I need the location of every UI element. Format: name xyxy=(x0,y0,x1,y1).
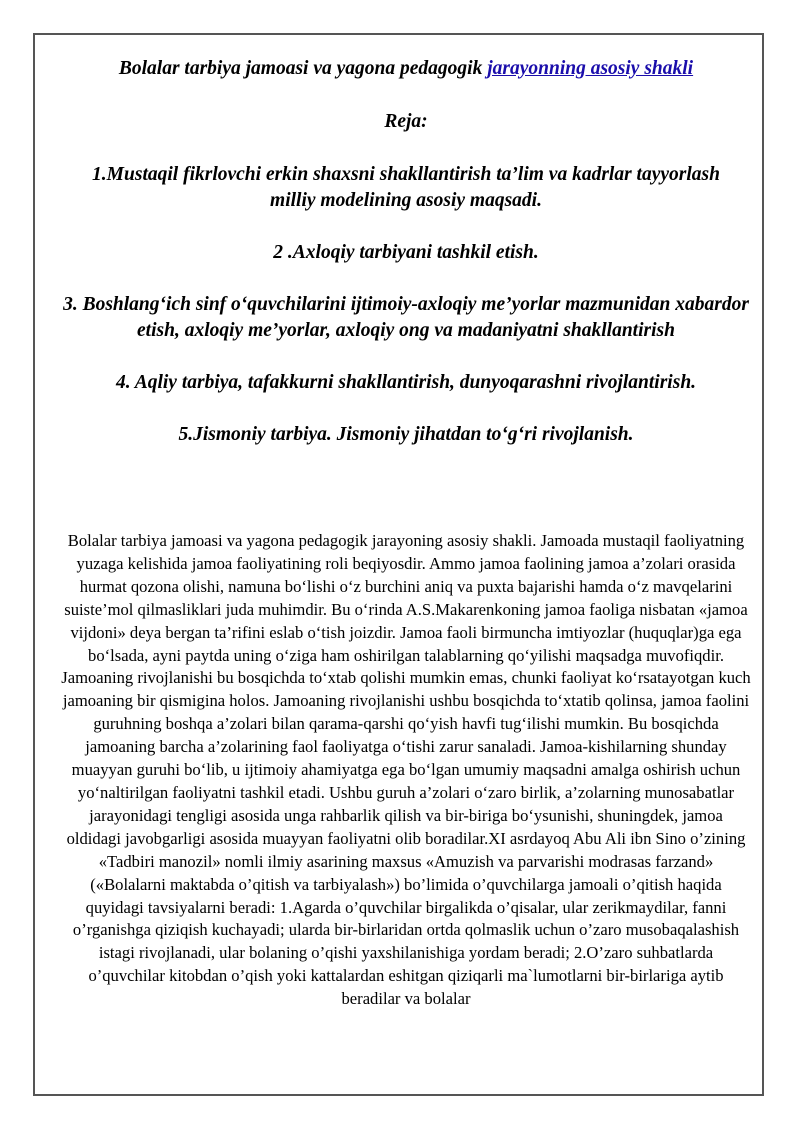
body-paragraph: Bolalar tarbiya jamoasi va yagona pedagogik jarayoning asosiy shakli. Jamoada mustaqil faoliyatning yuzaga kelishida jamoa faoliyatining roli beqiyosdir. Ammo jamoa faolining jamoa a’zolari orasida hurmat qozona olishi, namuna bo‘lishi o‘z burchini aniq va puxta bajarishi hamda o‘z mavqelarini suiste’mol qilmasliklari juda muhimdir. Bu o‘rinda A.S.Makarenkoning jamoa faoliga nisbatan «jamoa vijdoni» deya bergan ta’rifini eslab o‘tish joizdir. Jamoa faoli birmuncha imtiyozlar (huquqlar)ga ega bo‘lsada, ayni paytda uning o‘ziga ham oshirilgan talablarning qo‘yilishi maqsadga muvofiqdir. Jamoaning rivojlanishi bu bosqichda to‘xtab qolishi mumkin emas, chunki faoliyat ko‘rsatayotgan kuch jamoaning bir qismigina holos. Jamoaning rivojlanishi ushbu bosqichda to‘xtatib qolinsa, jamoa faolini guruhning boshqa a’zolari bilan qarama-qarshi qo‘yish havfi tug‘ilishi mumkin. Bu bosqichda jamoaning barcha a’zolarining faol faoliyatga o‘tishi zarur sanaladi. Jamoa-kishilarning shunday muayyan guruhi bo‘lib, u ijtimoiy ahamiyatga ega bo‘lgan umumiy maqsadni amalga oshirish uchun yo‘naltirilgan faoliyatni tashkil etadi. Ushbu guruh a’zolari o‘zaro birlik, a’zolarning munosabatlar jarayonidagi tengligi asosida unga rahbarlik qilish va bir-biriga bo‘ysunishi, shuningdek, jamoa oldidagi javobgarligi asosida muayyan faoliyatni olib boradilar.XI asrdayoq Abu Ali ibn Sino o’zining «Tadbiri manozil» nomli ilmiy asarining maxsus «Amuzish va parvarishi modrasas farzand» («Bolalarni maktabda o’qitish va tarbiyalash») bo’limida o’quvchilarga jamoali o’qitish haqida quyidagi tavsiyalarni beradi: 1.Agarda o’quvchilar birgalikda o’qisalar, ular zerikmaydilar, fanni o’rganishga qiziqish kuchayadi; ularda bir-birlaridan ortda qolmaslik uchun o’zaro musobaqalashish istagi rivojlanadi, ular bolaning o’qishi yaxshilanishiga yordam beradi; 2.O’zaro suhbatlarda o’quvchilar kitobdan o’qish yoki kattalardan eshitgan qiziqarli ma`lumotlarni bir-birlariga aytib beradilar va bolalar xyxy=(61,531,751,1009)
plan-item: 2 .Axloqiy tarbiyani tashkil etish. xyxy=(273,242,539,263)
plan-item: 1.Mustaqil fikrlovchi erkin shaxsni shakllantirish ta’lim va kadrlar tayyorlash milliy modelining asosiy maqsadi. xyxy=(92,164,720,211)
plan-item: 3. Boshlang‘ich sinf o‘quvchilarini ijtimoiy-axloqiy me’yorlar mazmunidan xabardor etish, axloqiy me’yorlar, axloqiy ong va madaniyatni shakllantirish xyxy=(63,294,749,341)
plan-item: 5.Jismoniy tarbiya. Jismoniy jihatdan to‘g‘ri rivojlanish. xyxy=(178,424,634,445)
document-title-text: Bolalar tarbiya jamoasi va yagona pedagogik xyxy=(118,58,488,79)
document-title-link[interactable]: jarayonning asosiy shakli xyxy=(487,58,694,79)
document-header xyxy=(60,56,752,474)
plan-item: 4. Aqliy tarbiya, tafakkurni shakllantirish, dunyoqarashni rivojlantirish. xyxy=(115,372,697,393)
document-title xyxy=(60,56,752,82)
plan-heading: Reja: xyxy=(384,111,428,132)
